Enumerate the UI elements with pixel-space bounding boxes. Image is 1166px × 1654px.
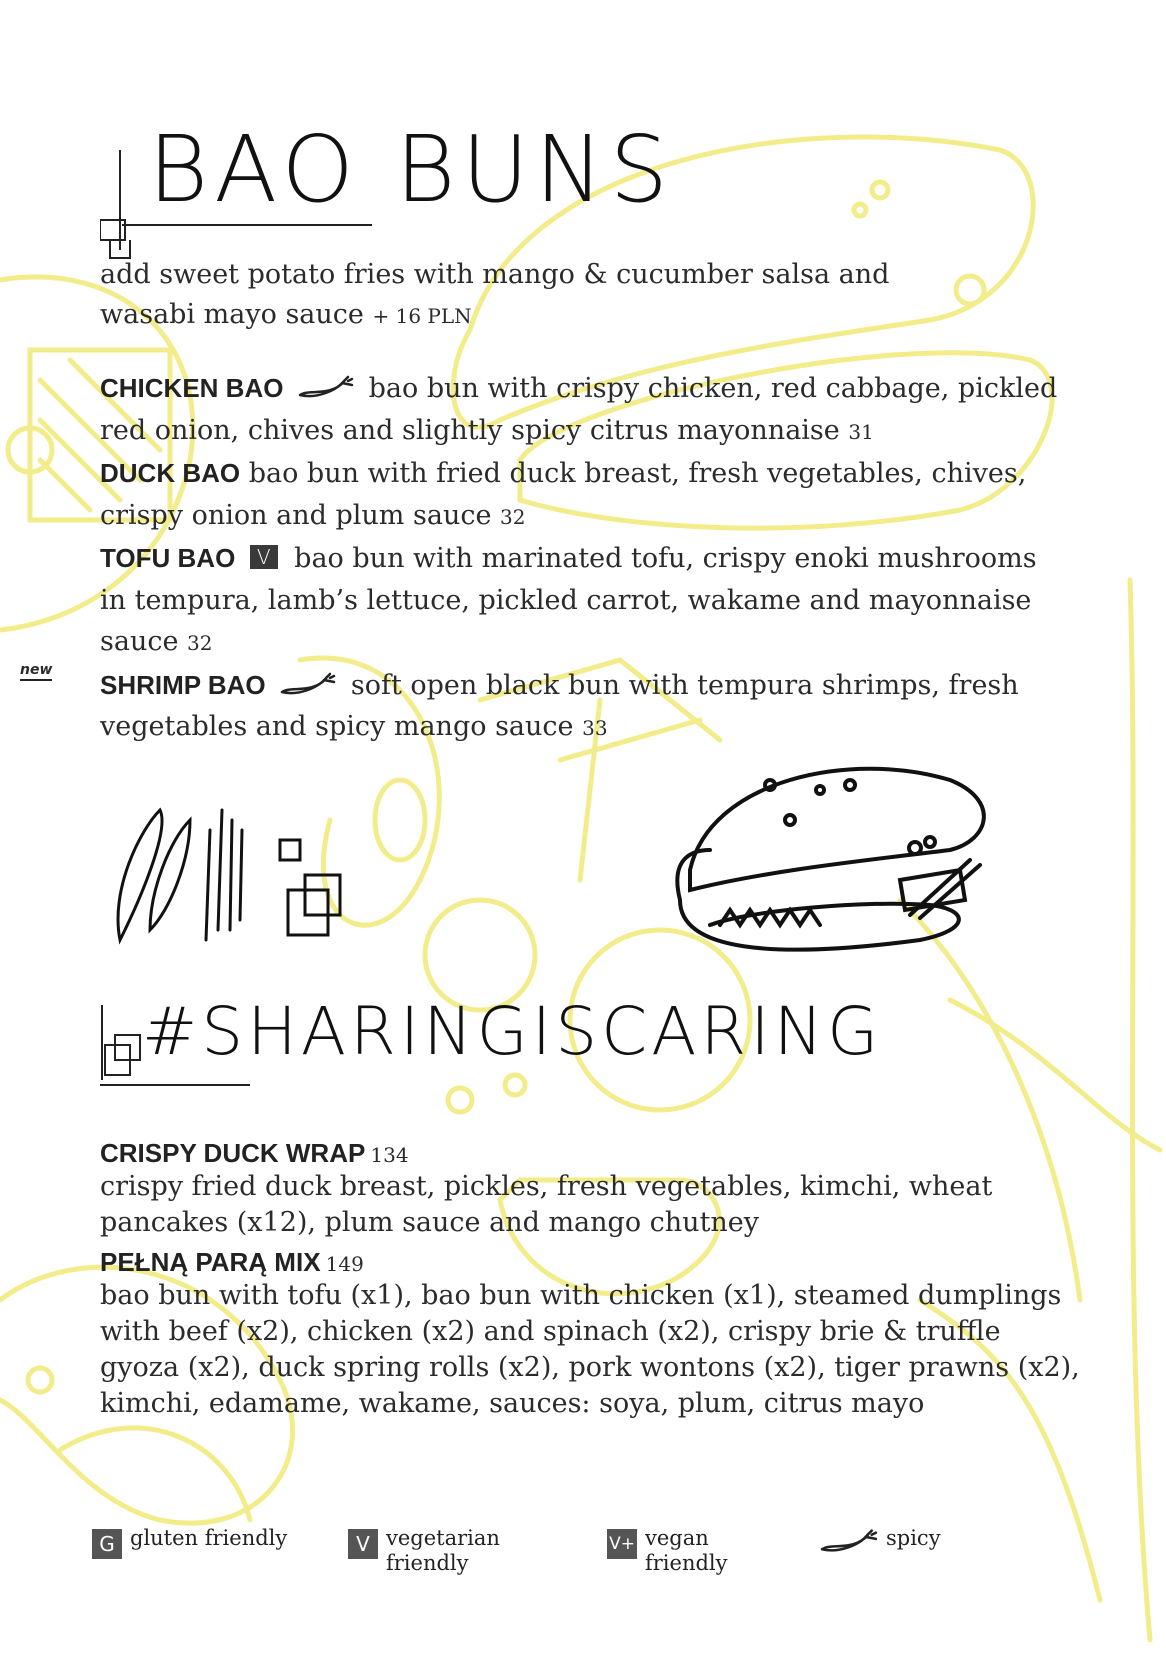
item-description: bao bun with marinated tofu, crispy enoki mushrooms in tempura, lamb’s lettuce, pickled carrot, wakame and mayonnaise sauce bbox=[100, 543, 1037, 657]
item-price: 32 bbox=[500, 504, 526, 529]
sharing-item bbox=[100, 1247, 1080, 1422]
item-name: CRISPY DUCK WRAP bbox=[100, 1138, 366, 1168]
menu-item bbox=[100, 368, 1070, 453]
add-on-price: + 16 PLN bbox=[372, 304, 472, 328]
legend-label: vegan bbox=[645, 1526, 709, 1550]
item-name: DUCK BAO bbox=[100, 458, 241, 488]
legend-label: vegetarian bbox=[386, 1526, 500, 1550]
spicy-chili-icon bbox=[278, 672, 338, 698]
spicy-chili-icon bbox=[296, 375, 356, 401]
legend-label: gluten friendly bbox=[130, 1526, 288, 1550]
item-price: 31 bbox=[848, 419, 874, 444]
menu-item bbox=[100, 538, 1070, 665]
legend-spicy bbox=[818, 1526, 941, 1558]
bao-bun-sketch bbox=[670, 740, 1010, 970]
item-price: 134 bbox=[370, 1143, 409, 1167]
sharing-item bbox=[100, 1138, 1080, 1241]
vegan-icon: V+ bbox=[607, 1529, 637, 1559]
item-price: 33 bbox=[582, 716, 608, 740]
item-price: 149 bbox=[325, 1252, 364, 1276]
new-tag: new bbox=[20, 661, 52, 681]
item-name: PEŁNĄ PARĄ MIX bbox=[100, 1247, 321, 1277]
sharing-title: #SHARINGISCARING bbox=[142, 993, 883, 1070]
vegetarian-badge: V bbox=[250, 545, 278, 569]
item-name: SHRIMP BAO bbox=[100, 669, 266, 700]
sketch-ornament bbox=[110, 790, 350, 960]
add-on-text: add sweet potato fries with mango & cucumber salsa and wasabi mayo sauce bbox=[100, 259, 890, 330]
legend-gluten bbox=[92, 1526, 287, 1559]
item-description: crispy fried duck breast, pickles, fresh vegetables, kimchi, wheat pancakes (x12), plum sauce and mango chutney bbox=[100, 1171, 993, 1238]
legend-label: friendly bbox=[645, 1551, 728, 1575]
item-price: 32 bbox=[187, 631, 213, 655]
vegetarian-icon: V bbox=[348, 1529, 378, 1559]
spicy-chili-icon bbox=[818, 1526, 880, 1558]
item-description: soft open black bun with tempura shrimps, fresh vegetables and spicy mango sauce bbox=[100, 669, 1019, 742]
item-description: bao bun with fried duck breast, fresh vegetables, chives, crispy onion and plum sauce bbox=[100, 458, 1027, 531]
item-name: CHICKEN BAO bbox=[100, 373, 284, 403]
legend-label: friendly bbox=[386, 1551, 469, 1575]
item-name: TOFU BAO bbox=[100, 543, 236, 573]
add-on-note bbox=[100, 255, 980, 336]
bao-menu-list bbox=[20, 368, 1070, 750]
gluten-icon: G bbox=[92, 1529, 122, 1559]
legend-vegetarian bbox=[348, 1526, 500, 1576]
menu-item bbox=[20, 661, 1070, 750]
item-description: bao bun with tofu (x1), bao bun with chicken (x1), steamed dumplings with beef (x2), chicken (x2) and spinach (x2), crispy brie & truffle gyoza (x2), duck spring rolls (x2), pork wontons (x2), tiger prawns (x2), kimchi, edamame, wakame, sauces: soya, plum, citrus mayo bbox=[100, 1280, 1080, 1419]
menu-item bbox=[100, 453, 1070, 538]
legend-vegan bbox=[607, 1526, 728, 1576]
sharing-menu-list bbox=[100, 1138, 1080, 1422]
page-title: BAO BUNS bbox=[148, 116, 675, 223]
item-description: bao bun with crispy chicken, red cabbage, pickled red onion, chives and slightly spicy citrus mayonnaise bbox=[100, 373, 1058, 446]
legend-label: spicy bbox=[886, 1526, 941, 1550]
